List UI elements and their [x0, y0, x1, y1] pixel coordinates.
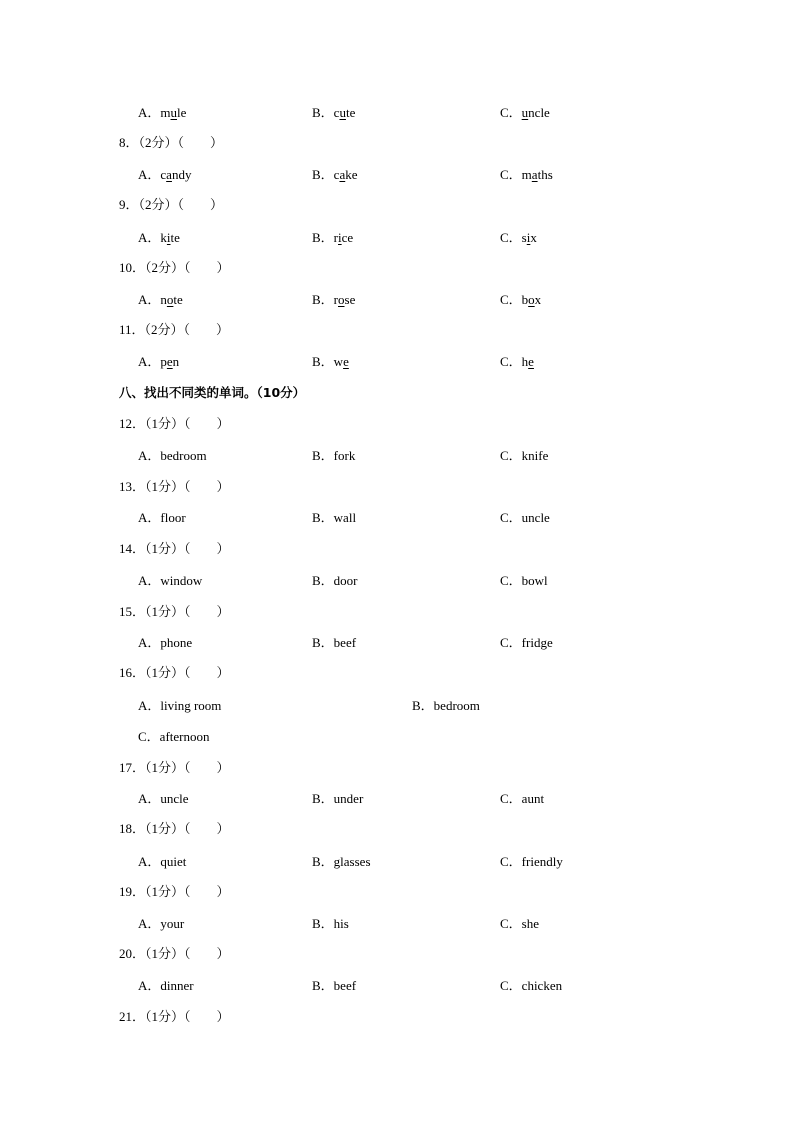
option: [138, 976, 194, 996]
option-letter: C．: [500, 573, 522, 588]
options-row: [0, 508, 794, 528]
question-row: [0, 133, 794, 153]
option-underlined-letter: a: [166, 167, 172, 182]
option: [138, 290, 183, 310]
options-row: [0, 852, 794, 872]
options-row: [0, 103, 794, 123]
options-row: [0, 633, 794, 653]
option: [312, 508, 356, 528]
option-word-start: r: [333, 230, 339, 245]
option: [312, 352, 349, 372]
option-letter: A．: [138, 510, 161, 525]
option-word-start: r: [333, 292, 339, 307]
question-number: 14．（1分）（ ）: [119, 541, 230, 556]
option-letter: B．: [312, 292, 334, 307]
option-word-start: bedroom: [433, 698, 480, 713]
option-word-start: glasses: [333, 854, 371, 869]
option: [500, 789, 544, 809]
option-letter: A．: [138, 698, 161, 713]
option-letter: B．: [412, 698, 434, 713]
question-row: [0, 477, 794, 497]
option-word-start: c: [333, 105, 340, 120]
option-letter: A．: [138, 354, 161, 369]
option-word-end: ths: [537, 167, 553, 182]
option-word-start: fridge: [521, 635, 553, 650]
option-letter: A．: [138, 230, 161, 245]
option: [138, 696, 221, 716]
option-letter: C．: [138, 729, 160, 744]
question-number: 12．（1分）（ ）: [119, 416, 230, 431]
question-row: [0, 758, 794, 778]
option: [500, 633, 553, 653]
section-heading-row: [0, 383, 794, 403]
question-number: 16．（1分）（ ）: [119, 665, 230, 680]
option-letter: C．: [500, 105, 522, 120]
options-row: [0, 228, 794, 248]
option: [500, 571, 548, 591]
option-word-start: door: [333, 573, 358, 588]
option-word-start: m: [160, 105, 171, 120]
option-word-start: c: [333, 167, 340, 182]
option-word-start: n: [160, 292, 167, 307]
option-letter: B．: [312, 978, 334, 993]
option: [138, 228, 180, 248]
option: [312, 165, 358, 185]
option-underlined-letter: e: [343, 354, 349, 369]
option-letter: C．: [500, 635, 522, 650]
option-underlined-letter: i: [166, 230, 171, 245]
option-word-end: ke: [345, 167, 358, 182]
option: [138, 103, 186, 123]
question-number: 8．（2分）（ ）: [119, 135, 224, 150]
options-row: [0, 789, 794, 809]
option-underlined-letter: e: [528, 354, 534, 369]
option: [138, 165, 191, 185]
question-row: [0, 320, 794, 340]
option-word-end: te: [345, 105, 356, 120]
option-letter: C．: [500, 791, 522, 806]
option-underlined-letter: a: [339, 167, 346, 182]
option: [138, 571, 202, 591]
option: [312, 103, 355, 123]
option-word-start: she: [521, 916, 540, 931]
option-word-start: fork: [333, 448, 356, 463]
option-letter: A．: [138, 448, 161, 463]
option-word-end: te: [173, 292, 183, 307]
option-word-start: uncle: [160, 791, 189, 806]
option: [312, 571, 358, 591]
option-letter: C．: [500, 292, 522, 307]
question-number: 11．（2分）（ ）: [119, 322, 230, 337]
option-letter: B．: [312, 635, 334, 650]
option-letter: A．: [138, 916, 161, 931]
option-word-end: ndy: [171, 167, 192, 182]
option: [312, 789, 363, 809]
option: [312, 290, 355, 310]
option-word-start: window: [160, 573, 203, 588]
option: [138, 852, 186, 872]
option: [500, 914, 539, 934]
option-word-end: x: [534, 292, 542, 307]
option-word-start: chicken: [521, 978, 563, 993]
option-word-end: se: [344, 292, 356, 307]
option: [500, 103, 550, 123]
options-row: [0, 571, 794, 591]
option-letter: A．: [138, 292, 161, 307]
option-word-start: phone: [160, 635, 193, 650]
question-number: 9．（2分）（ ）: [119, 197, 224, 212]
option-word-start: his: [333, 916, 349, 931]
option-word-start: s: [521, 230, 527, 245]
option-letter: B．: [312, 510, 334, 525]
option: [138, 446, 207, 466]
option-letter: A．: [138, 978, 161, 993]
option-letter: C．: [500, 230, 522, 245]
question-row: [0, 663, 794, 683]
option-letter: B．: [312, 448, 334, 463]
option-word-start: uncle: [521, 510, 550, 525]
option-letter: A．: [138, 854, 161, 869]
question-row: [0, 195, 794, 215]
option-letter: B．: [312, 854, 334, 869]
option-word-start: aunt: [521, 791, 545, 806]
options-row: [0, 446, 794, 466]
question-row: [0, 539, 794, 559]
option-word-start: friendly: [521, 854, 563, 869]
option-word-start: bowl: [521, 573, 548, 588]
options-row: [0, 914, 794, 934]
option-underlined-letter: u: [521, 105, 529, 120]
option-letter: B．: [312, 167, 334, 182]
options-row: [0, 352, 794, 372]
option: [500, 165, 553, 185]
option-letter: B．: [312, 105, 334, 120]
option: [500, 508, 550, 528]
question-row: [0, 944, 794, 964]
option-word-start: knife: [521, 448, 549, 463]
option: [500, 352, 534, 372]
option-word-end: ce: [341, 230, 354, 245]
option-letter: A．: [138, 573, 161, 588]
option: [138, 727, 209, 747]
option: [312, 228, 353, 248]
option-underlined-letter: o: [338, 292, 345, 307]
option-underlined-letter: u: [339, 105, 346, 120]
option-letter: A．: [138, 105, 161, 120]
option-underlined-letter: e: [166, 354, 173, 369]
option-word-start: h: [521, 354, 529, 369]
question-number: 21．（1分）（ ）: [119, 1009, 230, 1024]
option-word-start: your: [160, 916, 185, 931]
option: [138, 352, 179, 372]
option-word-start: m: [521, 167, 532, 182]
question-row: [0, 414, 794, 434]
option-letter: C．: [500, 354, 522, 369]
option: [500, 976, 562, 996]
options-row: [0, 165, 794, 185]
option: [312, 914, 349, 934]
option-word-start: c: [160, 167, 167, 182]
option-word-start: afternoon: [159, 729, 210, 744]
option-underlined-letter: u: [170, 105, 178, 120]
option-letter: C．: [500, 448, 522, 463]
options-row: [0, 696, 794, 716]
option-letter: C．: [500, 510, 522, 525]
option: [138, 914, 184, 934]
question-number: 13．（1分）（ ）: [119, 479, 230, 494]
option-letter: B．: [312, 573, 334, 588]
option: [500, 446, 548, 466]
option-word-end: ncle: [528, 105, 550, 120]
section-heading: 八、找出不同类的单词。（10分）: [119, 385, 306, 400]
question-row: [0, 1007, 794, 1027]
option-word-start: bedroom: [160, 448, 207, 463]
option-word-start: under: [333, 791, 364, 806]
option: [500, 290, 541, 310]
option-underlined-letter: i: [338, 230, 342, 245]
option-letter: A．: [138, 167, 161, 182]
option: [138, 789, 189, 809]
options-row: [0, 290, 794, 310]
question-number: 20．（1分）（ ）: [119, 946, 230, 961]
option-word-end: te: [170, 230, 180, 245]
option-letter: A．: [138, 635, 161, 650]
option-word-start: beef: [333, 978, 357, 993]
option-underlined-letter: o: [528, 292, 535, 307]
option-word-start: wall: [333, 510, 357, 525]
question-number: 15．（1分）（ ）: [119, 604, 230, 619]
option: [312, 633, 356, 653]
option-letter: C．: [500, 978, 522, 993]
option-word-end: n: [172, 354, 180, 369]
option-letter: C．: [500, 854, 522, 869]
option-letter: B．: [312, 791, 334, 806]
question-row: [0, 819, 794, 839]
option-word-start: living room: [160, 698, 222, 713]
question-number: 19．（1分）（ ）: [119, 884, 230, 899]
option: [312, 852, 371, 872]
option-word-start: floor: [160, 510, 186, 525]
option-word-start: p: [160, 354, 167, 369]
option-word-start: k: [160, 230, 167, 245]
option: [500, 228, 537, 248]
option-word-start: b: [521, 292, 529, 307]
option-underlined-letter: i: [526, 230, 531, 245]
question-row: [0, 602, 794, 622]
option-letter: A．: [138, 791, 161, 806]
question-row: [0, 258, 794, 278]
question-number: 10．（2分）（ ）: [119, 260, 230, 275]
question-number: 17．（1分）（ ）: [119, 760, 230, 775]
option-word-end: le: [177, 105, 187, 120]
option: [138, 508, 186, 528]
option: [312, 446, 355, 466]
option-letter: B．: [312, 230, 334, 245]
options-row: [0, 976, 794, 996]
options-row: [0, 727, 794, 747]
option-letter: B．: [312, 916, 334, 931]
option-underlined-letter: a: [531, 167, 538, 182]
option: [138, 633, 192, 653]
option: [412, 696, 480, 716]
option-word-start: quiet: [160, 854, 187, 869]
option-letter: C．: [500, 916, 522, 931]
option-word-start: beef: [333, 635, 357, 650]
question-number: 18．（1分）（ ）: [119, 821, 230, 836]
option-underlined-letter: o: [166, 292, 174, 307]
option-word-start: w: [333, 354, 344, 369]
option-letter: C．: [500, 167, 522, 182]
question-row: [0, 882, 794, 902]
option-letter: B．: [312, 354, 334, 369]
option: [500, 852, 563, 872]
option-word-start: dinner: [160, 978, 194, 993]
option-word-end: x: [530, 230, 537, 245]
option: [312, 976, 356, 996]
